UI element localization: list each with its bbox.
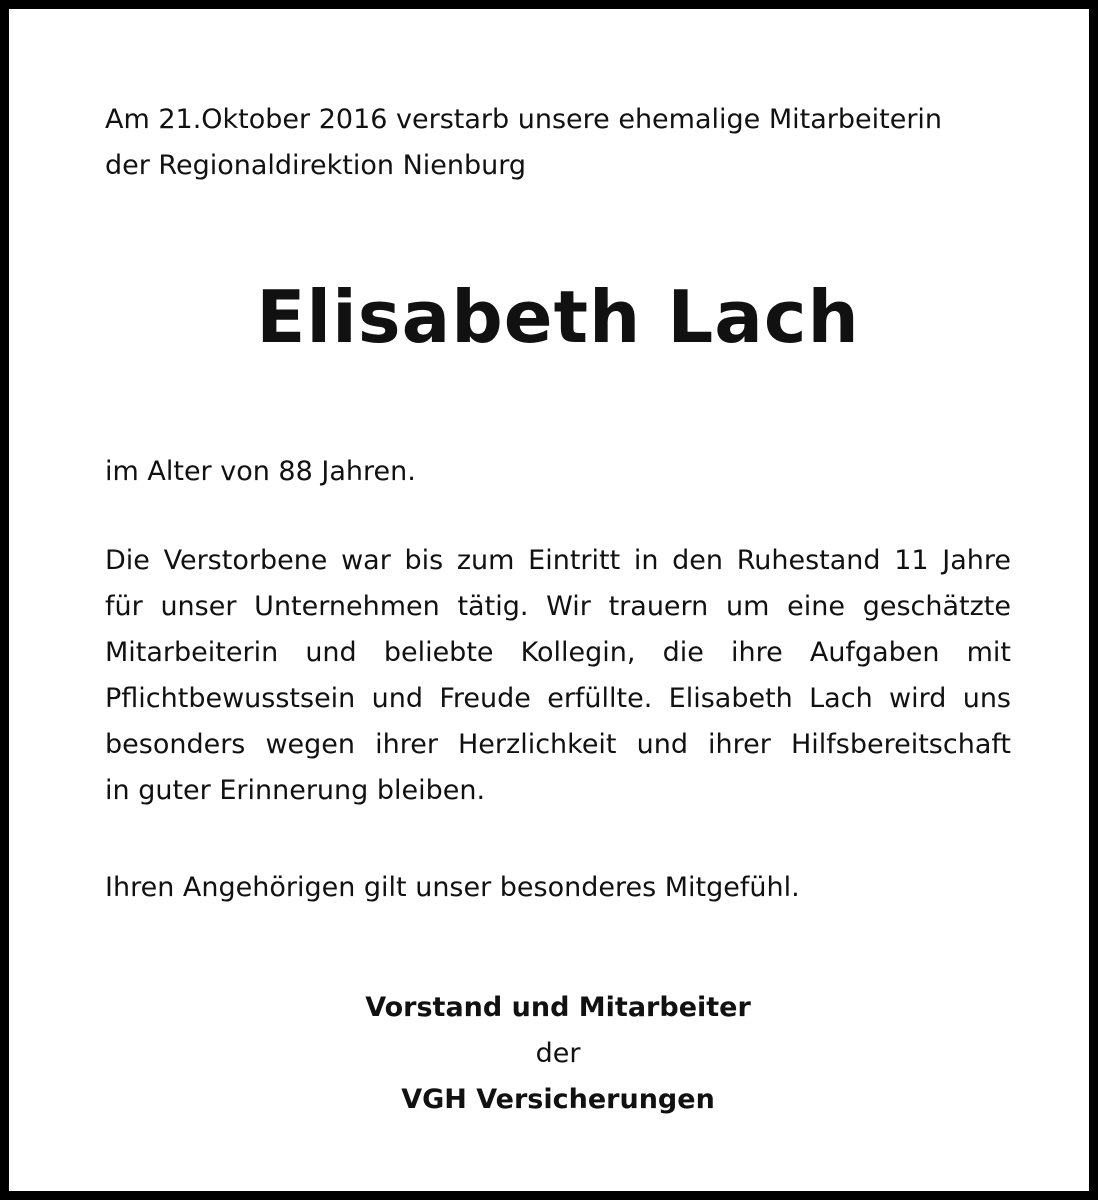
body-line: für unser Unternehmen tätig. Wir trauern um eine geschätzte <box>105 591 1011 622</box>
body-line: in guter Erinnerung bleiben. <box>105 775 486 806</box>
age-text: im Alter von 88 Jahren. <box>105 456 416 487</box>
body-line: Die Verstorbene war bis zum Eintritt in den Ruhestand 11 Jahre <box>105 545 1011 576</box>
signature-line-2: der <box>535 1038 581 1069</box>
intro-line-2: der Regionaldirektion Nienburg <box>105 150 527 181</box>
signature-block <box>9 985 1098 1123</box>
intro-line-1: Am 21.Oktober 2016 verstarb unsere ehemalige Mitarbeiterin <box>105 104 943 135</box>
intro-paragraph <box>105 97 1025 189</box>
body-line: besonders wegen ihrer Herzlichkeit und ihrer Hilfsbereitschaft <box>105 729 1011 760</box>
body-line: Mitarbeiterin und beliebte Kollegin, die ihre Aufgaben mit <box>105 637 1011 668</box>
signature-company: VGH Versicherungen <box>401 1084 715 1115</box>
signature-line-1: Vorstand und Mitarbeiter <box>365 992 751 1023</box>
deceased-name: Elisabeth Lach <box>256 275 860 359</box>
condolence-text: Ihren Angehörigen gilt unser besonderes Mitgefühl. <box>105 872 800 903</box>
body-paragraph <box>105 538 1011 814</box>
body-line: Pflichtbewusstsein und Freude erfüllte. Elisabeth Lach wird uns <box>105 683 1011 714</box>
